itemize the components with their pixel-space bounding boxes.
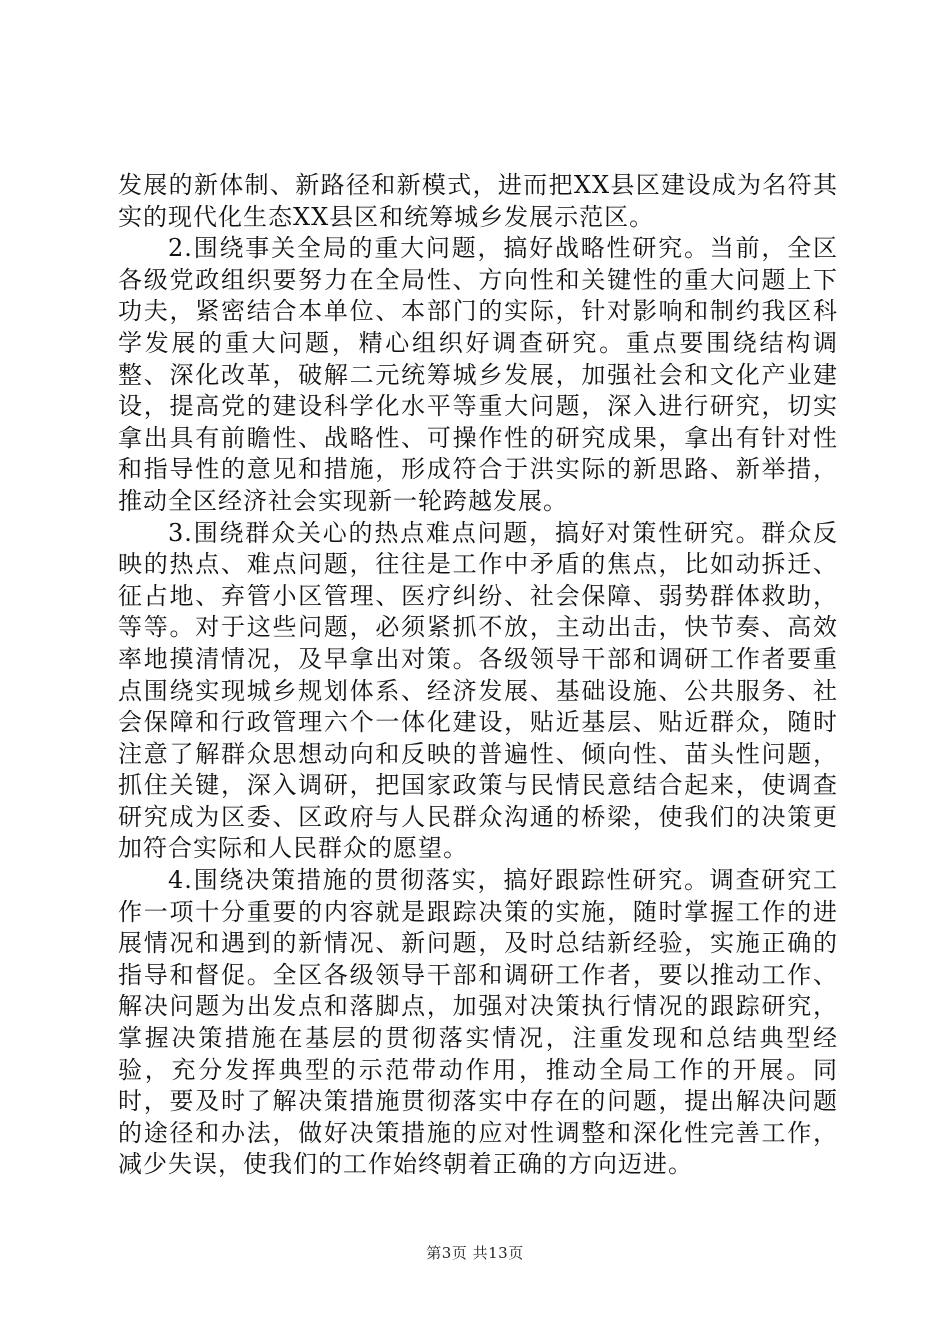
document-body [118,170,838,1181]
page-number-footer: 第3页 共13页 [426,1244,524,1262]
paragraph-item-4: 4.围绕决策措施的贯彻落实，搞好跟踪性研究。调查研究工作一项十分重要的内容就是跟踪决策的实施，随时掌握工作的进展情况和遇到的新情况、新问题，及时总结新经验，实施正确的指导和督促。全区各级领导干部和调研工作者，要以推动工作、解决问题为出发点和落脚点，加强对决策执行情况的跟踪研究，掌握决策措施在基层的贯彻落实情况，注重发现和总结典型经验，充分发挥典型的示范带动作用，推动全局工作的开展。同时，要及时了解决策措施贯彻落实中存在的问题，提出解决问题的途径和办法，做好决策措施的应对性调整和深化性完善工作，减少失误，使我们的工作始终朝着正确的方向迈进。 [118,866,838,1179]
paragraph-item-3: 3.围绕群众关心的热点难点问题，搞好对策性研究。群众反映的热点、难点问题，往往是工作中矛盾的焦点，比如动拆迁、征占地、弃管小区管理、医疗纠纷、社会保障、弱势群体救助，等等。对于这些问题，必须紧抓不放，主动出击，快节奏、高效率地摸清情况，及早拿出对策。各级领导干部和调研工作者要重点围绕实现城乡规划体系、经济发展、基础设施、公共服务、社会保障和行政管理六个一体化建设，贴近基层、贴近群众，随时注意了解群众思想动向和反映的普遍性、倾向性、苗头性问题，抓住关键，深入调研，把国家政策与民情民意结合起来，使调查研究成为区委、区政府与人民群众沟通的桥梁，使我们的决策更加符合实际和人民群众的愿望。 [118,518,838,863]
paragraph-continuation: 发展的新体制、新路径和新模式，进而把XX县区建设成为名符其实的现代化生态XX县区和统筹城乡发展示范区。 [118,171,838,231]
paragraph-item-2: 2.围绕事关全局的重大问题，搞好战略性研究。当前，全区各级党政组织要努力在全局性、方向性和关键性的重大问题上下功夫，紧密结合本单位、本部门的实际，针对影响和制约我区科学发展的重大问题，精心组织好调查研究。重点要围绕结构调整、深化改革，破解二元统筹城乡发展，加强社会和文化产业建设，提高党的建设科学化水平等重大问题，深入进行研究，切实拿出具有前瞻性、战略性、可操作性的研究成果，拿出有针对性和指导性的意见和措施，形成符合于洪实际的新思路、新举措，推动全区经济社会实现新一轮跨越发展。 [118,234,838,515]
